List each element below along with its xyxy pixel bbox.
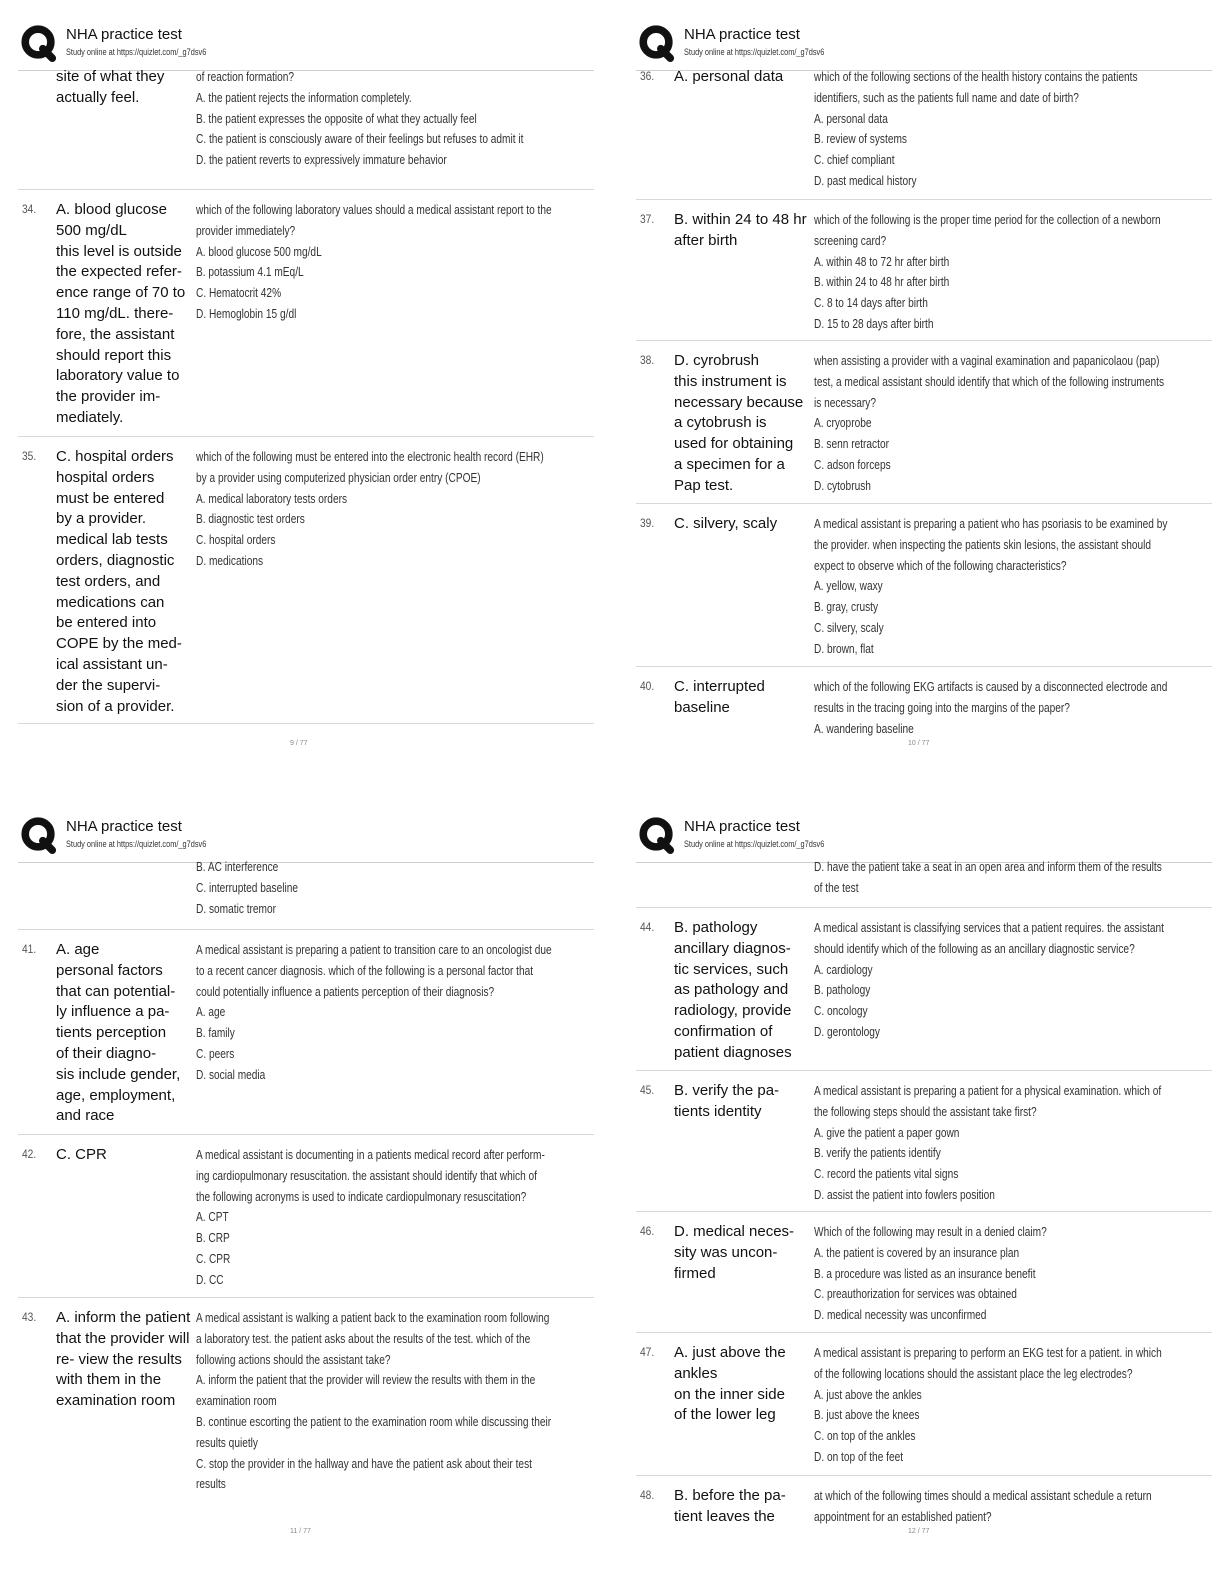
question-line: provider immediately? xyxy=(196,222,296,238)
answer-cell xyxy=(56,1145,194,1166)
question-line: which of the following sections of the health history contains the patients xyxy=(814,69,1138,84)
question-line: A. the patient rejects the information completely. xyxy=(196,89,412,105)
card-number: 35. xyxy=(22,449,37,463)
answer-explanation-line: COPE by the med- xyxy=(56,635,182,653)
answer-cell xyxy=(56,67,194,109)
answer-explanation-line: on the inner side xyxy=(674,1385,785,1403)
answer-explanation-line: mediately. xyxy=(56,408,124,426)
question-line: C. oncology xyxy=(814,1003,868,1019)
question-line: D. medical necessity was unconfirmed xyxy=(814,1307,987,1323)
question-line: C. hospital orders xyxy=(196,532,276,548)
card-row xyxy=(636,341,1212,504)
question-line: B. gray, crusty xyxy=(814,599,879,615)
card-number: 42. xyxy=(22,1147,37,1161)
question-line: A. blood glucose 500 mg/dL xyxy=(196,243,322,259)
question-line: C. 8 to 14 days after birth xyxy=(814,295,928,311)
question-line: results xyxy=(196,1476,226,1492)
question-line: D. medications xyxy=(196,552,264,568)
question-line: results quietly xyxy=(196,1434,258,1450)
question-line: by a provider using computerized physician order entry (CPOE) xyxy=(196,469,481,485)
question-line: when assisting a provider with a vaginal examination and papanicolaou (pap) xyxy=(814,353,1160,368)
card-number: 44. xyxy=(640,920,655,934)
answer-explanation-line: that can potential- xyxy=(56,982,176,1000)
question-line: which of the following must be entered into the electronic health record (EHR) xyxy=(196,449,544,464)
answer-explanation-line: personal factors xyxy=(56,961,163,979)
question-line: A medical assistant is classifying services that a patient requires. the assistant xyxy=(814,920,1165,935)
question-line: A medical assistant is preparing to perform an EKG test for a patient. in which xyxy=(814,1345,1162,1360)
answer-explanation-line: orders, diagnostic xyxy=(56,551,175,569)
question-line: identifiers, such as the patients full name and date of birth? xyxy=(814,89,1079,105)
header-subtitle: Study online at https://quizlet.com/_g7dsv6 xyxy=(684,47,825,57)
question-line: D. the patient reverts to expressively immature behavior xyxy=(196,152,447,168)
page-header xyxy=(18,814,594,863)
card-row xyxy=(18,1298,594,1508)
card-number: 36. xyxy=(640,69,655,83)
answer-explanation-line: of the lower leg xyxy=(674,1406,776,1424)
card-number: 48. xyxy=(640,1488,655,1502)
card-row xyxy=(18,190,594,437)
question-line: B. continue escorting the patient to the examination room while discussing their xyxy=(196,1413,552,1429)
question-line: C. interrupted baseline xyxy=(196,879,299,895)
question-line: C. CPR xyxy=(196,1250,231,1266)
header-subtitle: Study online at https://quizlet.com/_g7dsv6 xyxy=(66,47,207,57)
answer-term: A. just above the ankles xyxy=(674,1344,786,1382)
card-number: 47. xyxy=(640,1345,655,1359)
quizlet-logo-icon xyxy=(638,816,676,854)
answer-term: A. personal data xyxy=(674,68,784,85)
answer-explanation-line: sis include gender, xyxy=(56,1065,181,1083)
question-line: D. CC xyxy=(196,1271,224,1287)
card-row xyxy=(636,68,1212,200)
question-cell xyxy=(814,67,1138,192)
question-line: A. personal data xyxy=(814,110,888,126)
answer-explanation-line: be entered into xyxy=(56,614,157,632)
card-number: 37. xyxy=(640,212,655,226)
question-line: A. cryoprobe xyxy=(814,415,872,431)
answer-explanation-line: of their diagno- xyxy=(56,1044,157,1062)
answer-explanation-line: the expected refer- xyxy=(56,263,182,281)
question-line: expect to observe which of the following characteristics? xyxy=(814,557,1067,573)
question-cell xyxy=(814,1081,1161,1206)
answer-explanation-line: used for obtaining xyxy=(674,435,794,453)
question-line: the following steps should the assistant take first? xyxy=(814,1103,1037,1119)
answer-explanation-line: site of what they xyxy=(56,68,165,85)
question-line: A. CPT xyxy=(196,1209,229,1225)
answer-explanation-line: tic services, such xyxy=(674,960,789,978)
question-line: B. verify the patients identify xyxy=(814,1145,941,1161)
question-line: should identify which of the following as an ancillary diagnostic service? xyxy=(814,940,1135,956)
answer-term: C. silvery, scaly xyxy=(674,515,778,532)
card-row xyxy=(636,200,1212,341)
card-number: 34. xyxy=(22,202,37,216)
question-line: A. age xyxy=(196,1004,226,1020)
page-10 xyxy=(636,22,1212,747)
question-line: Which of the following may result in a denied claim? xyxy=(814,1224,1047,1239)
question-line: examination room xyxy=(196,1393,277,1409)
answer-explanation-line: this level is outside xyxy=(56,242,182,260)
question-line: C. the patient is consciously aware of their feelings but refuses to admit it xyxy=(196,131,524,147)
question-line: D. Hemoglobin 15 g/dl xyxy=(196,305,297,321)
card-row xyxy=(636,1333,1212,1476)
header-title: NHA practice test xyxy=(66,818,182,835)
question-line: D. past medical history xyxy=(814,172,917,188)
answer-cell xyxy=(674,1081,796,1123)
question-line: C. silvery, scaly xyxy=(814,619,884,635)
answer-explanation-line: ical assistant un- xyxy=(56,655,168,673)
question-line: C. on top of the ankles xyxy=(814,1428,916,1444)
answer-term: A. inform the patient that the provider will re- view the results with them in the examination room xyxy=(56,1309,191,1410)
card-row xyxy=(18,1135,594,1298)
question-line: is necessary? xyxy=(814,394,876,410)
question-line: B. family xyxy=(196,1025,235,1041)
answer-explanation-line: fore, the assistant xyxy=(56,325,175,343)
answer-explanation-line: 110 mg/dL. there- xyxy=(56,304,174,322)
answer-cell xyxy=(674,1222,804,1284)
answer-cell xyxy=(674,1486,798,1528)
question-line: A medical assistant is documenting in a patients medical record after perform- xyxy=(196,1147,545,1162)
question-line: a laboratory test. the patient asks about the results of the test. which of the xyxy=(196,1330,531,1346)
answer-cell xyxy=(674,677,794,719)
question-cell xyxy=(814,210,1161,335)
question-line: A. give the patient a paper gown xyxy=(814,1124,960,1140)
answer-cell xyxy=(56,200,194,429)
answer-explanation-line: a specimen for a xyxy=(674,455,785,473)
answer-explanation-line: confirmation of xyxy=(674,1022,773,1040)
answer-cell xyxy=(674,1343,802,1426)
answer-explanation-line: hospital orders xyxy=(56,468,155,486)
question-line: A. yellow, waxy xyxy=(814,578,883,594)
answer-term: B. verify the pa- tients identity xyxy=(674,1082,780,1120)
card-row xyxy=(636,908,1212,1071)
answer-explanation-line: the provider im- xyxy=(56,388,161,406)
answer-explanation-line: actually feel. xyxy=(56,88,140,106)
page-header xyxy=(636,814,1212,863)
question-line: D. brown, flat xyxy=(814,640,874,656)
answer-cell xyxy=(56,447,194,717)
answer-term: D. medical neces- sity was uncon- firmed xyxy=(674,1223,795,1282)
answer-explanation-line: as pathology and xyxy=(674,981,789,999)
answer-explanation-line: tients perception xyxy=(56,1024,167,1042)
answer-term: A. blood glucose 500 mg/dL xyxy=(56,201,167,239)
answer-term: B. within 24 to 48 hr after birth xyxy=(674,211,807,249)
card-row xyxy=(18,68,594,190)
question-line: appointment for an established patient? xyxy=(814,1508,992,1524)
page-12 xyxy=(636,814,1212,1536)
answer-explanation-line: laboratory value to xyxy=(56,367,180,385)
answer-term: C. CPR xyxy=(56,1146,107,1163)
answer-explanation-line: medications can xyxy=(56,593,165,611)
question-line: D. assist the patient into fowlers position xyxy=(814,1186,995,1202)
question-cell xyxy=(196,447,544,572)
answer-cell xyxy=(674,210,808,252)
question-line: of reaction formation? xyxy=(196,69,295,84)
question-cell xyxy=(814,857,1162,899)
question-line: C. record the patients vital signs xyxy=(814,1166,959,1182)
card-number: 38. xyxy=(640,353,655,367)
page-header xyxy=(18,22,594,71)
question-line: screening card? xyxy=(814,232,887,248)
question-cell xyxy=(196,857,298,919)
quizlet-logo-icon xyxy=(20,816,58,854)
question-line: A medical assistant is walking a patient back to the examination room following xyxy=(196,1310,550,1325)
question-line: B. a procedure was listed as an insurance benefit xyxy=(814,1265,1036,1281)
card-number: 40. xyxy=(640,679,655,693)
answer-explanation-line: patient diagnoses xyxy=(674,1043,792,1061)
question-line: D. cytobrush xyxy=(814,477,871,493)
question-line: B. AC interference xyxy=(196,859,279,874)
answer-explanation-line: radiology, provide xyxy=(674,1002,792,1020)
question-line: which of the following is the proper time period for the collection of a newborn xyxy=(814,212,1161,227)
question-line: C. stop the provider in the hallway and have the patient ask about their test xyxy=(196,1455,532,1471)
question-line: B. just above the knees xyxy=(814,1407,920,1423)
answer-explanation-line: ly influence a pa- xyxy=(56,1003,170,1021)
answer-explanation-line: and race xyxy=(56,1107,115,1125)
page-11 xyxy=(18,814,594,1535)
question-line: D. social media xyxy=(196,1066,266,1082)
answer-term: B. pathology xyxy=(674,919,758,936)
answer-term: C. interrupted baseline xyxy=(674,678,765,716)
question-line: A medical assistant is preparing a patient to transition care to an oncologist due xyxy=(196,942,552,957)
header-subtitle: Study online at https://quizlet.com/_g7dsv6 xyxy=(684,839,825,849)
question-cell xyxy=(814,1486,1152,1528)
question-line: B. diagnostic test orders xyxy=(196,511,305,527)
card-number: 41. xyxy=(22,942,37,956)
card-row xyxy=(636,1476,1212,1536)
question-cell xyxy=(814,677,1167,739)
question-cell xyxy=(814,1222,1047,1326)
card-row xyxy=(636,504,1212,667)
header-subtitle: Study online at https://quizlet.com/_g7dsv6 xyxy=(66,839,207,849)
answer-explanation-line: ence range of 70 to xyxy=(56,284,186,302)
question-cell xyxy=(814,1343,1162,1468)
question-line: D. somatic tremor xyxy=(196,900,277,916)
answer-explanation-line: this instrument is xyxy=(674,372,787,390)
card-row xyxy=(18,437,594,724)
question-line: the provider. when inspecting the patients skin lesions, the assistant should xyxy=(814,536,1152,552)
answer-explanation-line: test orders, and xyxy=(56,572,161,590)
question-line: results in the tracing going into the margins of the paper? xyxy=(814,699,1070,715)
answer-explanation-line: a cytobrush is xyxy=(674,414,767,432)
page-number: 11 / 77 xyxy=(290,1528,311,1535)
question-line: B. review of systems xyxy=(814,131,907,147)
question-line: D. gerontology xyxy=(814,1023,880,1039)
question-cell xyxy=(814,514,1167,660)
question-line: C. peers xyxy=(196,1045,235,1061)
question-line: A. medical laboratory tests orders xyxy=(196,490,348,506)
question-cell xyxy=(196,200,552,325)
question-line: C. chief compliant xyxy=(814,152,895,168)
question-line: following actions should the assistant take? xyxy=(196,1351,391,1367)
question-line: test, a medical assistant should identify that which of the following instruments xyxy=(814,373,1165,389)
header-title: NHA practice test xyxy=(684,818,800,835)
answer-explanation-line: must be entered xyxy=(56,489,165,507)
header-title: NHA practice test xyxy=(684,26,800,43)
question-line: which of the following laboratory values should a medical assistant report to the xyxy=(196,202,552,217)
page-9 xyxy=(18,22,594,747)
question-line: A. cardiology xyxy=(814,961,873,977)
question-line: A. just above the ankles xyxy=(814,1386,922,1402)
page-number: 9 / 77 xyxy=(290,740,308,747)
answer-explanation-line: necessary because xyxy=(674,393,804,411)
card-row xyxy=(636,859,1212,908)
question-line: A medical assistant is preparing a patient who has psoriasis to be examined by xyxy=(814,516,1168,531)
question-line: A. wandering baseline xyxy=(814,720,914,736)
question-line: B. pathology xyxy=(814,982,871,998)
answer-term: B. before the pa- tient leaves the xyxy=(674,1487,786,1525)
answer-explanation-line: by a provider. xyxy=(56,510,147,528)
question-line: of the test xyxy=(814,879,859,895)
question-line: D. on top of the feet xyxy=(814,1448,904,1464)
question-cell xyxy=(814,918,1164,1043)
answer-explanation-line: should report this xyxy=(56,346,172,364)
question-line: D. have the patient take a seat in an open area and inform them of the results xyxy=(814,859,1162,874)
question-line: to a recent cancer diagnosis. which of the following is a personal factor that xyxy=(196,962,534,978)
header-title: NHA practice test xyxy=(66,26,182,43)
quizlet-logo-icon xyxy=(638,24,676,62)
question-cell xyxy=(196,1308,551,1495)
question-line: B. CRP xyxy=(196,1230,230,1246)
question-line: at which of the following times should a medical assistant schedule a return xyxy=(814,1488,1152,1503)
quizlet-logo-icon xyxy=(20,24,58,62)
card-number: 45. xyxy=(640,1083,655,1097)
card-row xyxy=(18,859,594,930)
card-number: 43. xyxy=(22,1310,37,1324)
answer-explanation-line: age, employment, xyxy=(56,1086,176,1104)
question-cell xyxy=(196,940,552,1086)
question-line: A. within 48 to 72 hr after birth xyxy=(814,253,950,269)
card-number: 46. xyxy=(640,1224,655,1238)
answer-cell xyxy=(674,514,812,535)
question-line: A medical assistant is preparing a patient for a physical examination. which of xyxy=(814,1083,1162,1098)
answer-cell xyxy=(674,351,812,497)
question-line: B. senn retractor xyxy=(814,436,889,452)
question-line: A. the patient is covered by an insurance plan xyxy=(814,1244,1020,1260)
page-header xyxy=(636,22,1212,71)
question-cell xyxy=(814,351,1164,497)
question-cell xyxy=(196,1145,545,1291)
card-row xyxy=(636,1071,1212,1212)
card-row xyxy=(636,667,1212,737)
question-line: of the following locations should the assistant place the leg electrodes? xyxy=(814,1365,1133,1381)
answer-cell xyxy=(56,940,194,1127)
answer-term: A. age xyxy=(56,941,100,958)
page-number: 10 / 77 xyxy=(908,740,930,747)
question-line: C. adson forceps xyxy=(814,456,891,472)
question-line: the following acronyms is used to indicate cardiopulmonary resuscitation? xyxy=(196,1188,527,1204)
answer-cell xyxy=(56,1308,194,1412)
card-number: 39. xyxy=(640,516,655,530)
answer-term: D. cyrobrush xyxy=(674,352,760,369)
question-line: B. within 24 to 48 hr after birth xyxy=(814,274,950,290)
answer-explanation-line: Pap test. xyxy=(674,476,734,494)
question-line: B. the patient expresses the opposite of what they actually feel xyxy=(196,110,477,126)
card-row xyxy=(18,930,594,1135)
answer-explanation-line: medical lab tests xyxy=(56,531,168,549)
answer-cell xyxy=(674,67,812,88)
answer-cell xyxy=(674,918,812,1064)
question-cell xyxy=(196,67,523,171)
card-row xyxy=(636,1212,1212,1333)
answer-explanation-line: ancillary diagnos- xyxy=(674,939,791,957)
question-line: C. preauthorization for services was obtained xyxy=(814,1286,1017,1302)
page-number: 12 / 77 xyxy=(908,1528,930,1535)
question-line: which of the following EKG artifacts is caused by a disconnected electrode and xyxy=(814,679,1168,694)
question-line: A. inform the patient that the provider will review the results with them in the xyxy=(196,1372,536,1388)
question-line: could potentially influence a patients perception of their diagnosis? xyxy=(196,983,495,999)
question-line: C. Hematocrit 42% xyxy=(196,285,282,301)
question-line: D. 15 to 28 days after birth xyxy=(814,315,934,331)
answer-explanation-line: der the supervi- xyxy=(56,676,161,694)
answer-explanation-line: sion of a provider. xyxy=(56,697,175,715)
answer-term: C. hospital orders xyxy=(56,448,174,465)
question-line: B. potassium 4.1 mEq/L xyxy=(196,264,304,280)
question-line: ing cardiopulmonary resuscitation. the assistant should identify that which of xyxy=(196,1167,538,1183)
